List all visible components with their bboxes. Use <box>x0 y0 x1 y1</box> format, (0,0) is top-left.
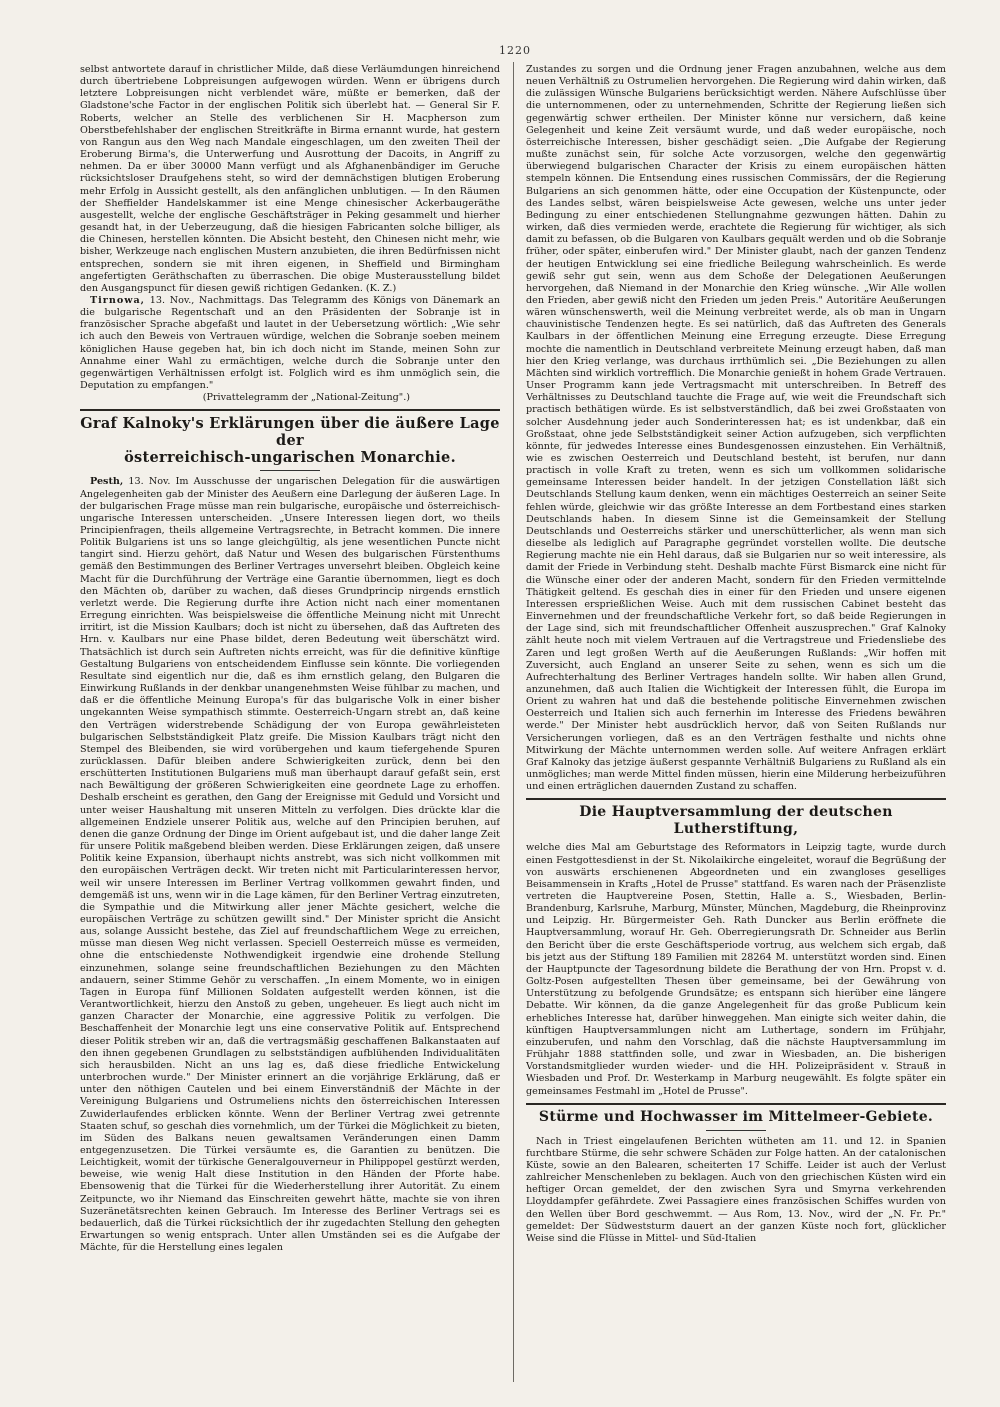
luther-article-title: Die Hauptversammlung der deutschen Lutherstiftung, <box>579 804 893 838</box>
kalnoky-article-text: 13. Nov. Im Ausschusse der ungarischen Delegation für die auswärtigen Angelegenheiten gab der Minister des Aeußern eine Darlegung der äußeren Lage. In der bulgarischen Frage müsse man rein bulgarische, europäische und österreichisch-ungarische Interessen unterscheiden. „Unsere Interessen liegen dort, wo theils Principienfragen, theils allgemeine Vertragsrechte, in Betracht kommen. Die innere Politik Bulgariens ist uns so lange gleichgültig, als jene wesentlichen Puncte nicht tangirt sind. Hierzu gehört, daß Natur und Wesen des bulgarischen Fürstenthums gemäß den Bestimmungen des Berliner Vertrages unversehrt bleiben. Obgleich keine Macht für die Durchführung der Verträge eine Garantie übernommen, liegt es doch den Mächten ob, darüber zu wachen, daß dieses Grundprincip nirgends ernstlich verletzt werde. Die Regierung durfte ihre Action nicht nach einer momentanen Erregung einrichten. Was beispielsweise die öffentliche Meinung nicht mit Unrecht irritirt, ist die Mission Kaulbars; doch ist nicht zu übersehen, daß das Auftreten des Hrn. v. Kaulbars nur eine Phase bildet, deren Bedeutung weit überschätzt wird. Thatsächlich ist durch sein Auftreten nichts erreicht, was für die definitive künftige Gestaltung Bulgariens von entscheidendem Einflusse sein könnte. Die vorliegenden Resultate sind eigentlich nur die, daß es ihm ernstlich gelang, den Bulgaren die Einwirkung Rußlands in der denkbar unangenehmsten Weise fühlbar zu machen, und daß er die öffentliche Meinung Europa's für das bulgarische Volk in einer bisher ungekannten Weise sympathisch stimmte. Oesterreich-Ungarn strebt an, daß keine den Verträgen widerstrebende Schädigung der von Europa gewährleisteten bulgarischen Selbstständigkeit Platz greife. Die Mission Kaulbars trägt nicht den Stempel des Bleibenden, sie wird vorübergehen und kaum tiefergehende Spuren zurücklassen. Dafür bleiben andere Schwierigkeiten zurück, denn bei den erschütterten Institutionen Bulgariens muß man überhaupt darauf gefaßt sein, erst nach Bewältigung der größeren Schwierigkeiten eine geordnete Lage zu erhoffen. Deshalb erscheint es gerathen, den Gang der Ereignisse mit Geduld und Vorsicht und unter weiser Haushaltung mit unseren Mitteln zu verfolgen. Dies drückte klar die allgemeinen Endziele unserer Politik aus, welche auf den Principien beruhen, auf denen die ganze Ordnung der Dinge im Orient aufgebaut ist, und die daher lange Zeit für unsere Politik maßgebend bleiben werden. Diese Erklärungen zeigen, daß unsere Politik keine Expansion, überhaupt nichts anstrebt, was sich nicht vollkommen mit den europäischen Verträgen deckt. Wir treten nicht mit Particularinteressen hervor, weil wir unsere Interessen im Berliner Vertrag vollkommen gewahrt finden, und demgemäß ist uns, wenn wir in die Lage kämen, für den Berliner Vertrag einzutreten, die Sympathie und die Mitwirkung aller jener Mächte gesichert, welche die europäischen Verträge zu schützen gewillt sind." Der Minister spricht die Ansicht aus, solange Aussicht bestehe, das Ziel auf freundschaftlichem Wege zu erreichen, müsse man diesen Weg nicht verlassen. Speciell Oesterreich müsse es vermeiden, ohne die entschiedenste Nothwendigkeit irgendwie eine drohende Stellung einzunehmen, solange seine freundschaftlichen Beziehungen zu den Mächten andauern, seiner Stimme Gehör zu verschaffen. „In einem Momente, wo in einigen Tagen in Europa fünf Millionen Soldaten aufgestellt werden können, ist die Verantwortlichkeit, hierzu den Anstoß zu geben, ungeheuer. Es liegt auch nicht im ganzen Character der Monarchie, eine aggressive Politik zu verfolgen. Die Beschaffenheit der Monarchie legt uns eine conservative Politik auf. Entsprechend dieser Politik streben wir an, daß die vertragsmäßig geschaffenen Balkanstaaten auf den ihnen gegebenen Grundlagen zu selbstständigen aufblühenden Individualitäten sich herausbilden. Nicht an uns lag es, daß diese friedliche Entwickelung unterbrochen wurde." Der Minister erinnert an die vorjährige Erklärung, daß er unter den nöthigen Cautelen und bei einem Einverständniß der Mächte in der Vereinigung Bulgariens und Ostrumeliens nichts den österreichischen Interessen Zuwiderlaufendes erblicken könnte. Wenn der Berliner Vertrag zwei getrennte Staaten schuf, so geschah dies vornehmlich, um der Türkei die Möglichkeit zu bieten, im Süden des Balkans neuen gewaltsamen Veränderungen einen Damm entgegenzusetzen. Die Türkei versäumte es, die Garantien zu benützen. Die Leichtigkeit, womit der türkische Generalgouverneur in Philippopel gestürzt werden, beweise, wie wenig Halt diese Institution in den Händen der Pforte habe. Ebensowenig that die Türkei für die Wiederherstellung ihrer Autorität. Zu einem Zeitpuncte, wo ihr Niemand das Einschreiten gewehrt hätte, machte sie von ihren Suzeränetätsrechten keinen Gebrauch. Im Interesse des Berliner Vertrags sei es bedauerlich, daß die Türkei rücksichtlich der ihr zugedachten Stellung den gehegten Erwartungen so wenig entsprach. Unter allen Umständen sei es die Aufgabe der Mächte, für die Herstellung eines legalen <box>80 476 500 1254</box>
kalnoky-dateline: Pesth, <box>90 476 124 488</box>
tirnowa-credit: (Privattelegramm der „National-Zeitung".) <box>202 392 410 404</box>
birma-sheffield-report: selbst antwortete darauf in christlicher Milde, daß diese Verläumdungen hinreichend durch übertriebene Lobpreisungen aufgewogen würden. Wenn er übrigens durch letztere Lobpreisungen nicht verblendet wäre, müßte er bemerken, daß der Gladstone'sche Factor in der englischen Politik sich überlebt hat. — General Sir F. Roberts, welcher an Stelle des verblichenen Sir H. Macpherson zum Oberstbefehlshaber der englischen Streitkräfte in Birma ernannt wurde, hat gestern von Rangun aus den Weg nach Mandale eingeschlagen, um den zweiten Theil der Eroberung Birma's, die Unterwerfung und Ausrottung der Dacoits, in Angriff zu nehmen. Da er über 30000 Mann verfügt und als Afghanenbändiger im Geruche rücksichtsloser Draufgehens steht, so wird der demnächstigen blutigen Eroberung mehr Erfolg in Aussicht gestellt, als den anfänglichen unblutigen. — In den Räumen der Sheffielder Handelskammer ist eine Menge chinesischer Ackerbaugeräthe ausgestellt, welche der englische Geschäftsträger in Peking gesammelt und hierher gesandt hat, in der Ueberzeugung, daß die hiesigen Fabricanten solche billiger, als die Chinesen, herstellen könnten. Die Absicht besteht, den Chinesen nicht mehr, wie bisher, Werkzeuge nach englischen Mustern anzubieten, die ihren Bedürfnissen nicht entsprechen, sondern sie mit ihren eigenen, in Sheffield und Birmingham angefertigten Geräthschaften zu überraschen. Die obige Musterausstellung bildet den Ausgangspunct für diesen gewiß richtigen Gedanken. (K. Z.) <box>80 64 500 294</box>
section-separator <box>526 798 946 800</box>
left-column <box>80 64 500 1382</box>
kalnoky-article-body <box>80 476 500 1254</box>
page-body <box>80 44 950 1384</box>
tirnowa-dateline: Tirnowa, <box>90 294 146 306</box>
page-number: 1220 <box>499 44 531 57</box>
luther-article-body: welche dies Mal am Geburtstage des Reformators in Leipzig tagte, wurde durch einen Festgottesdienst in der St. Nikolaikirche eingeleitet, worauf die Begrüßung der von auswärts erschienenen Abgeordneten und ein zwangloses geselliges Beisammensein in Krafts „Hotel de Prusse" stattfand. Es waren nach der Präsenzliste vertreten die Hauptvereine Posen, Stettin, Halle a. S., Wiesbaden, Berlin-Brandenburg, Karlsruhe, Marburg, Münster, München, Magdeburg, die Rheinprovinz und Leipzig. Hr. Bürgermeister Geh. Rath Duncker aus Berlin eröffnete die Hauptversammlung, worauf Hr. Geh. Oberregierungsrath Dr. Schneider aus Berlin den Bericht über die erste Geschäftsperiode vortrug, aus welchem sich ergab, daß bis jetzt aus der Stiftung 189 Familien mit 28264 M. unterstützt worden sind. Einen der Hauptpuncte der Tagesordnung bildete die Berathung der von Hrn. Propst v. d. Goltz-Posen aufgestellten Thesen über gemeinsame, bei der Gewährung von Unterstützung zu befolgende Grundsätze; es entspann sich hierüber eine längere Debatte. Wir können, da die ganze Angelegenheit für das große Publicum kein erhebliches Interesse hat, darüber hinweggehen. Man einigte sich weiter dahin, die künftigen Hauptversammlungen nicht am Luthertage, sondern im Frühjahr, einzuberufen, und nahm den Vorschlag, daß die nächste Hauptversammlung im Frühjahr 1888 stattfinden solle, und zwar in Wiesbaden, an. Die bisherigen Vorstandsmitglieder wurden wieder- und die HH. Polizeipräsident v. Strauß in Wiesbaden und Prof. Dr. Westerkamp in Marburg neugewählt. Es folgte später ein gemeinsames Festmahl im „Hotel de Prusse". <box>526 842 946 1097</box>
storm-article-title: Stürme und Hochwasser im Mittelmeer-Gebiete. <box>538 1108 934 1125</box>
kalnoky-article-continuation: Zustandes zu sorgen und die Ordnung jener Fragen anzubahnen, welche aus dem neuen Verhältniß zu Ostrumelien hervorgehen. Die Regierung wird dahin wirken, daß die zulässigen Wünsche Bulgariens berücksichtigt werden. Nähere Aufschlüsse über die unternommenen, oder zu unternehmenden, Schritte der Regierung ließen sich gegenwärtig schwer ertheilen. Der Minister könne nur versichern, daß keine Gelegenheit und keine Zeit versäumt wurde, und daß weder europäische, noch österreichische Interessen, bisher geschädigt seien. „Die Aufgabe der Regierung mußte zunächst sein, für solche Acte vorzusorgen, welche den gegenwärtig überwiegend bulgarischen Character der Krisis zu einem europäischen hätten stempeln können. Die Entsendung eines russischen Commissärs, der die Regierung Bulgariens an sich genommen hätte, oder eine Occupation der Küstenpuncte, oder des Landes selbst, wären beispielsweise Acte gewesen, welche uns unter jeder Bedingung zu einer entschiedenen Stellungnahme gezwungen hätten. Dahin zu wirken, daß dies vermieden werde, erachtete die Regierung für wichtiger, als sich damit zu befassen, ob die Bulgaren von Kaulbars gequält werden und ob die Sobranje früher, oder später, einberufen wird." Der Minister glaubt, nach der ganzen Tendenz der heutigen Entwicklung sei eine friedliche Beilegung wahrscheinlich. Es werde gewiß sehr gut sein, wenn aus dem Schoße der Delegationen Aeußerungen hervorgehen, daß Niemand in der Monarchie den Krieg wünsche. „Wir Alle wollen den Frieden, aber gewiß nicht den Frieden um jeden Preis." Autoritäre Aeußerungen wären wünschenswerth, weil die Meinung verbreitet werde, als ob man in Ungarn chauvinistische Tendenzen hegte. Es sei natürlich, daß das Auftreten des Generals Kaulbars in der öffentlichen Meinung eine Erregung erzeugte. Diese Erregung mochte die namentlich in Deutschland verbreitete Meinung erzeugt haben, daß man hier den Krieg verlange, was durchaus irrthümlich sei. „Die Beziehungen zu allen Mächten sind wirklich vortrefflich. Die Monarchie genießt in hohem Grade Vertrauen. Unser Programm kann jede Vertragsmacht mit unterschreiben. In Betreff des Verhältnisses zu Deutschland tauchte die Frage auf, wie weit die Freundschaft sich practisch bethätigen würde. Es ist selbstverständlich, daß bei zwei Großstaaten von solcher Ausdehnung jeder auch Sonderinteressen hat; es ist undenkbar, daß ein Großstaat, ohne jede Selbstständigkeit seiner Action aufzugeben, sich verpflichten könnte, für jedwedes Interesse eines Bundesgenossen einzustehen. Ein Verhältniß, wie es zwischen Oesterreich und Deutschland besteht, ist berufen, nur dann practisch in volle Kraft zu treten, wenn es sich um vollkommen solidarische gemeinsame Interessen beider handelt. In der jetzigen Constellation läßt sich Deutschlands Stellung kaum denken, wenn ein mächtiges Oesterreich an seiner Seite fehlen würde, gleichwie wir das größte Interesse an dem Fortbestand eines starken Deutschlands haben. In diesem Sinne ist die Gemeinsamkeit der Stellung Deutschlands und Oesterreichs stärker und unerschütterlicher, als wenn man sich dieselbe als lediglich auf Paragraphe gegründet vorstellen wollte. Die deutsche Regierung machte nie ein Hehl daraus, daß sie Bulgarien nur so weit interessire, als damit der Friede in Verbindung steht. Deshalb machte Fürst Bismarck eine nicht für die Wünsche einer oder der anderen Macht, sondern für den Frieden vermittelnde Thätigkeit geltend. Es geschah dies in einer für den Frieden und unsere eigenen Interessen ersprießlichen Weise. Auch mit dem russischen Cabinet besteht das Einvernehmen und der freundschaftliche Verkehr fort, so daß beide Regierungen in der Lage sind, sich mit freundschaftlicher Offenheit auszusprechen." Graf Kalnoky zählt heute noch mit vielem Vertrauen auf die Vertragstreue und Friedensliebe des Zaren und legt großen Werth auf die Aeußerungen Rußlands: „Wir hoffen mit Zuversicht, auch England an unserer Seite zu sehen, wenn es sich um die Aufrechterhaltung des Berliner Vertrages handeln sollte. Wir haben allen Grund, anzunehmen, daß auch Italien die Wichtigkeit der Interessen fühlt, die Europa im Orient zu wahren hat und daß die bestehende politische Einvernehmen zwischen Oesterreich und Italien sich auch fernerhin im Interesse des Friedens bewähren werde." Der Minister hebt ausdrücklich hervor, daß von Seiten Rußlands nur Versicherungen vorliegen, daß es an den Verträgen festhalte und nichts ohne Mitwirkung der Mächte unternommen werden solle. Auf weitere Anfragen erklärt Graf Kalnoky das jetzige äußerst gespannte Verhältniß Bulgariens zu Rußland als ein unmögliches; man werde Mittel finden müssen, hierin eine Milderung herbeizuführen und einen erträglichen dauernden Zustand zu schaffen. <box>526 64 946 793</box>
kalnoky-article-title <box>80 415 500 466</box>
section-separator <box>80 409 500 411</box>
title-rule <box>706 1130 766 1131</box>
tirnowa-telegram-text: 13. Nov., Nachmittags. Das Telegramm des Königs von Dänemark an die bulgarische Regentschaft und an den Präsidenten der Sobranje ist in französischer Sprache abgefaßt und lautet in der Uebersetzung wörtlich: „Wie sehr ich auch den Beweis von Vertrauen würdige, welchen die Sobranje soeben meinem königlichen Hause gegeben hat, bin ich doch nicht im Stande, meinen Sohn zur Annahme einer Wahl zu ermächtigen, welche durch die Sobranje unter den gegenwärtigen Verhältnissen erfolgt ist. Folglich wird es ihm unmöglich sein, die Deputation zu empfangen." <box>80 294 500 392</box>
title-rule <box>260 470 320 471</box>
kalnoky-title-line-2: österreichisch-ungarischen Monarchie. <box>124 449 456 467</box>
column-divider <box>513 62 514 1382</box>
right-column <box>526 64 946 1382</box>
section-separator <box>526 1103 946 1105</box>
tirnowa-telegram <box>80 295 500 392</box>
storm-article-body: Nach in Triest eingelaufenen Berichten wütheten am 11. und 12. in Spanien furchtbare Stürme, die sehr schwere Schäden zur Folge hatten. An der catalonischen Küste, sowie an den Balearen, scheiterten 17 Schiffe. Leider ist auch der Verlust zahlreicher Menschenleben zu beklagen. Auch von den griechischen Küsten wird ein heftiger Orcan gemeldet, der den zwischen Syra und Smyrna verkehrenden Lloyddampfer gefährdete. Zwei Passagiere eines französischen Schiffes wurden von den Wellen über Bord geschwemmt. — Aus Rom, 13. Nov., wird der „N. Fr. Pr." gemeldet: Der Südweststurm dauert an der ganzen Küste noch fort, glücklicher Weise sind die Flüsse in Mittel- und Süd-Italien <box>526 1135 946 1244</box>
kalnoky-title-line-1: Graf Kalnoky's Erklärungen über die äußere Lage der <box>80 415 500 450</box>
